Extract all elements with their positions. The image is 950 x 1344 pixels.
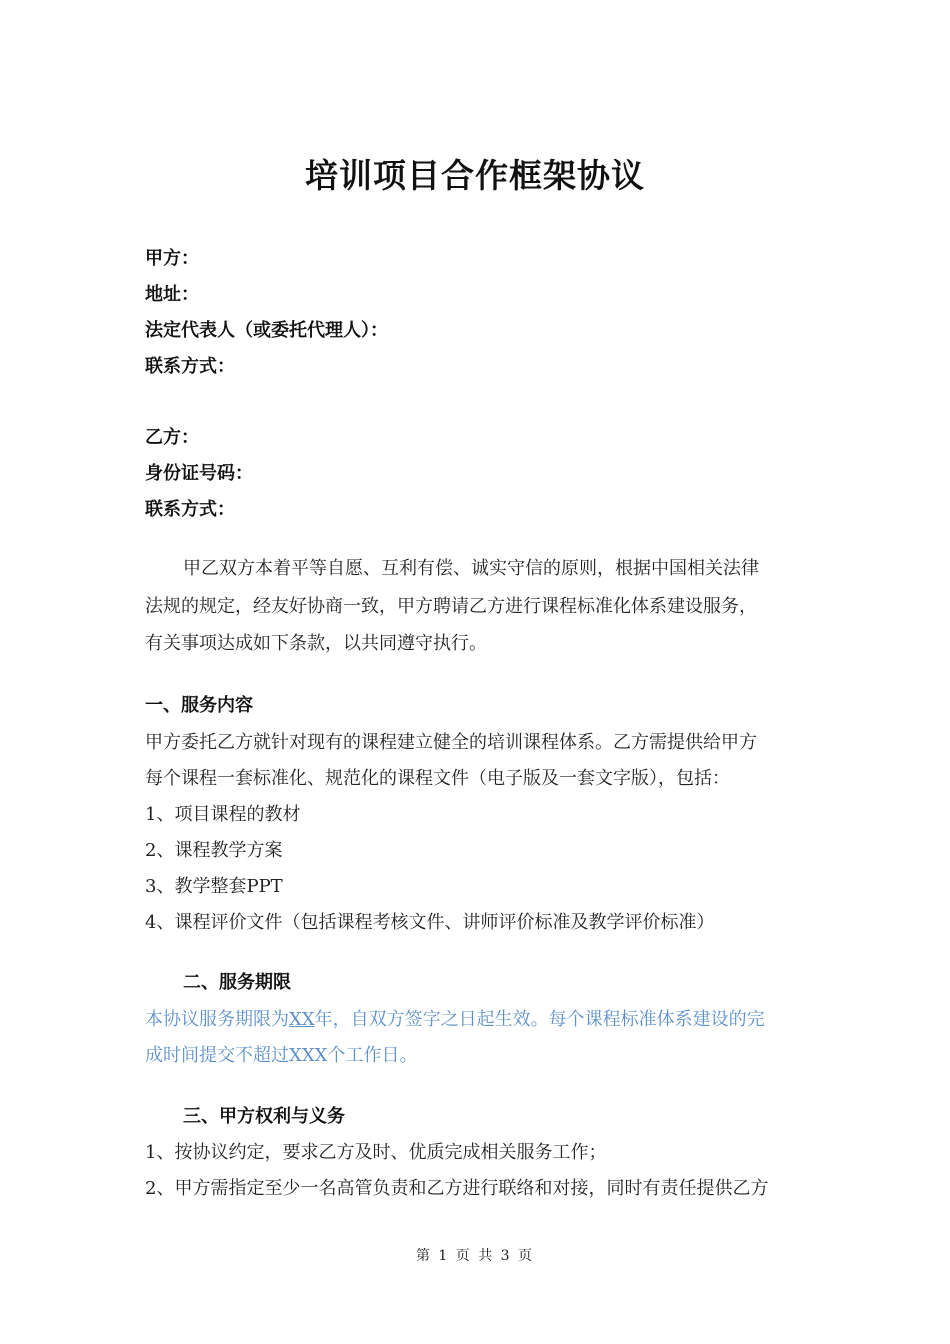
section1-line: 每个课程一套标准化、规范化的课程文件（电子版及一套文字版），包括： (145, 768, 730, 789)
section1-heading: 一、服务内容 (145, 695, 253, 716)
intro-line: 甲乙双方本着平等自愿、互利有偿、诚实守信的原则，根据中国相关法律 (183, 558, 759, 579)
party-b-name-label: 乙方： (145, 427, 199, 448)
section2-term-placeholder: XX (289, 1009, 315, 1030)
section3-item: 2、甲方需指定至少一名高管负责和乙方进行联络和对接，同时有责任提供乙方 (145, 1178, 769, 1199)
document-title: 培训项目合作框架协议 (305, 156, 645, 195)
party-a-name-label: 甲方： (145, 248, 199, 269)
page-footer: 第 1 页 共 3 页 (415, 1248, 535, 1264)
section1-item: 1、项目课程的教材 (145, 804, 301, 825)
party-a-rep-label: 法定代表人（或委托代理人）： (145, 320, 388, 341)
party-a-contact-label: 联系方式： (145, 356, 235, 377)
section2-line1-post: 年，自双方签字之日起生效。每个课程标准体系建设的完 (314, 1009, 765, 1030)
section1-item: 3、教学整套PPT (145, 876, 283, 897)
section3-item: 1、按协议约定，要求乙方及时、优质完成相关服务工作； (145, 1142, 607, 1163)
section2-line (145, 1007, 765, 1033)
party-b-id-label: 身份证号码： (145, 463, 253, 484)
intro-line: 有关事项达成如下条款，以共同遵守执行。 (145, 633, 487, 654)
section2-heading: 二、服务期限 (183, 972, 291, 993)
section1-item: 4、课程评价文件（包括课程考核文件、讲师评价标准及教学评价标准） (145, 912, 715, 933)
section1-line: 甲方委托乙方就针对现有的课程建立健全的培训课程体系。乙方需提供给甲方 (145, 732, 757, 753)
party-b-contact-label: 联系方式： (145, 499, 235, 520)
intro-line: 法规的规定，经友好协商一致，甲方聘请乙方进行课程标准化体系建设服务， (145, 596, 757, 617)
section2-line1-pre: 本协议服务期限为 (145, 1009, 289, 1030)
section1-item: 2、课程教学方案 (145, 840, 283, 861)
party-a-address-label: 地址： (145, 284, 199, 305)
section3-heading: 三、甲方权利与义务 (183, 1106, 345, 1127)
section2-line: 成时间提交不超过XXX个工作日。 (145, 1045, 418, 1066)
